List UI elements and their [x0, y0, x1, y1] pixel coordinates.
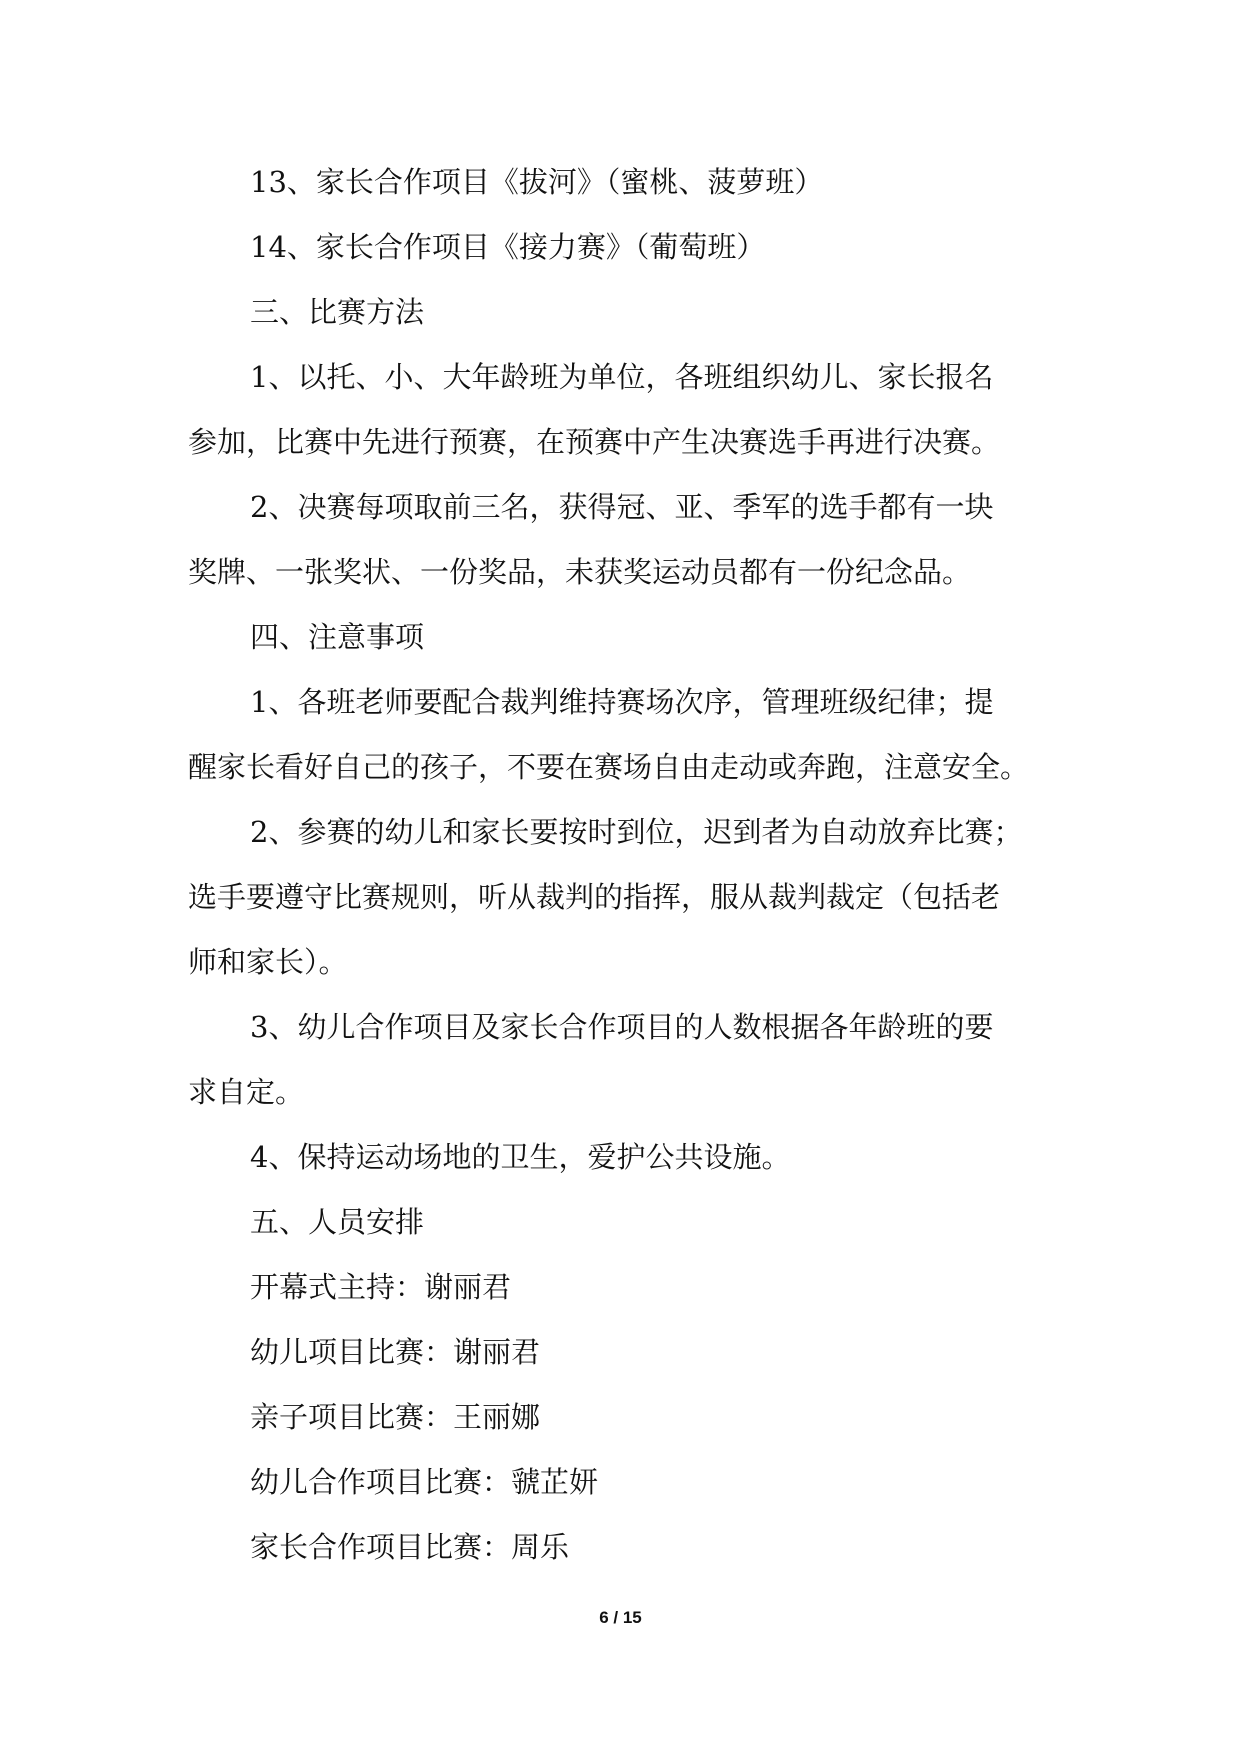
paragraph-line: 3、幼儿合作项目及家长合作项目的人数根据各年龄班的要 [250, 1010, 994, 1044]
paragraph-line: 1、以托、小、大年龄班为单位，各班组织幼儿、家长报名 [250, 360, 994, 394]
paragraph-line: 1、各班老师要配合裁判维持赛场次序，管理班级纪律；提 [250, 685, 994, 719]
paragraph-line: 2、参赛的幼儿和家长要按时到位，迟到者为自动放弃比赛； [250, 815, 1023, 849]
paragraph-line: 求自定。 [188, 1075, 305, 1109]
section-heading-notes: 四、注意事项 [250, 620, 425, 654]
list-item-14: 14、家长合作项目《接力赛》（葡萄班） [250, 230, 766, 264]
paragraph-line: 4、保持运动场地的卫生，爱护公共设施。 [250, 1140, 791, 1174]
paragraph-line: 师和家长）。 [188, 945, 348, 979]
staff-entry: 幼儿合作项目比赛：虢芷妍 [250, 1465, 599, 1499]
paragraph-line: 参加，比赛中先进行预赛，在预赛中产生决赛选手再进行决赛。 [188, 425, 1001, 459]
staff-entry: 幼儿项目比赛：谢丽君 [250, 1335, 541, 1369]
section-heading-competition-method: 三、比赛方法 [250, 295, 425, 329]
staff-entry: 亲子项目比赛：王丽娜 [250, 1400, 541, 1434]
document-body [188, 150, 1060, 1580]
paragraph-line: 奖牌、一张奖状、一份奖品，未获奖运动员都有一份纪念品。 [188, 555, 972, 589]
paragraph-line: 2、决赛每项取前三名，获得冠、亚、季军的选手都有一块 [250, 490, 994, 524]
page-number: 6 / 15 [599, 1608, 642, 1627]
staff-entry: 家长合作项目比赛：周乐 [250, 1530, 570, 1564]
paragraph-line: 醒家长看好自己的孩子，不要在赛场自由走动或奔跑，注意安全。 [188, 750, 1030, 784]
section-heading-staff: 五、人员安排 [250, 1205, 425, 1239]
paragraph-line: 选手要遵守比赛规则，听从裁判的指挥，服从裁判裁定（包括老 [188, 880, 1001, 914]
list-item-13: 13、家长合作项目《拔河》（蜜桃、菠萝班） [250, 165, 824, 199]
staff-entry: 开幕式主持：谢丽君 [250, 1270, 512, 1304]
